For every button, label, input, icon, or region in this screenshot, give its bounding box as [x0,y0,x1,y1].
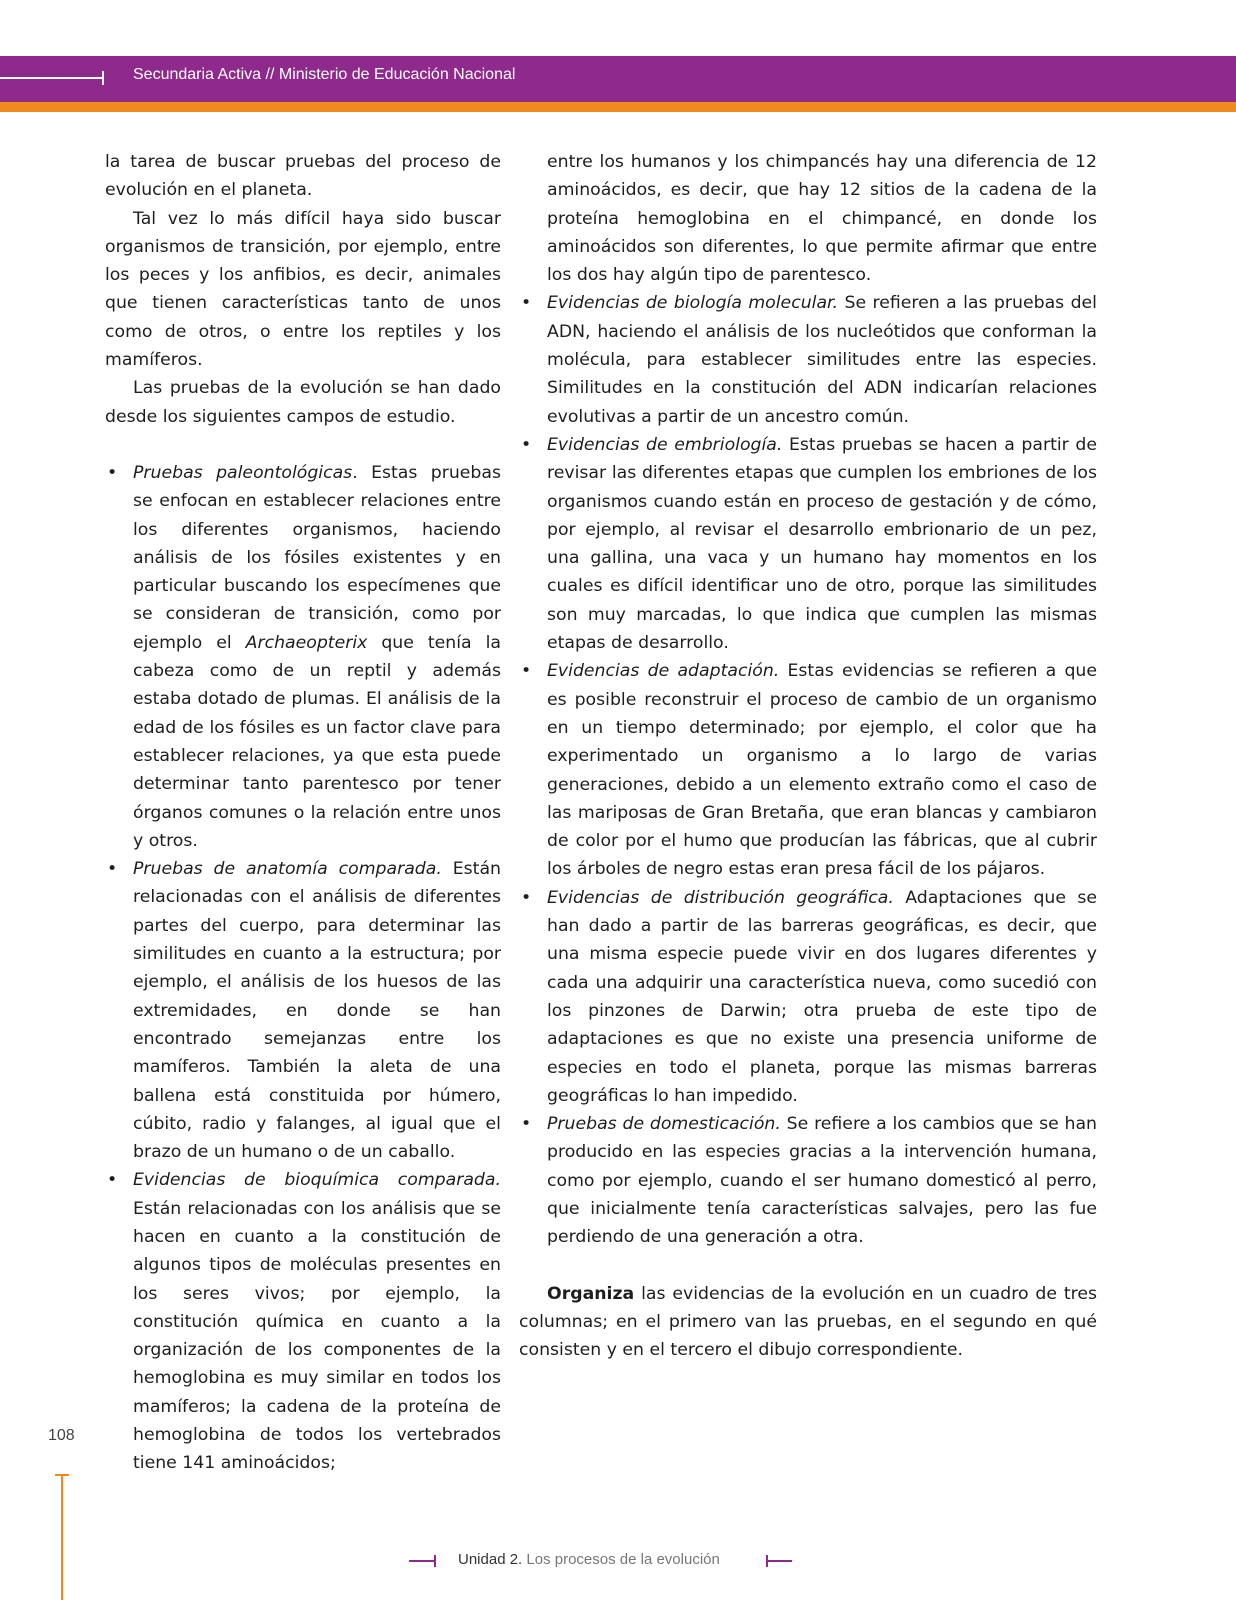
footer-text [458,1551,720,1568]
list-item [519,884,1097,1110]
list-item [519,289,1097,430]
footer-title: Los procesos de la evolución [522,1551,720,1568]
header-title: Secundaria Activa // Ministerio de Educación Nacional [133,66,516,83]
task-text: las evidencias de la evolución en un cuadro de tres columnas; en el primero van las pruebas, en el segundo en qué consisten y en el tercero el dibujo correspondiente. [519,1283,1097,1361]
footer-decorative-tick [766,1555,768,1567]
list-item-term: Pruebas de domesticación. [547,1114,781,1135]
list-item-text: Están relacionadas con el análisis de diferentes partes del cuerpo, para determinar las similitudes en cuanto a la estructura; por ejemplo, el análisis de los huesos de las extremidades, en donde se han encontrado semejanzas entre los mamíferos. También la aleta de una ballena está constituida por húmero, cúbito, radio y falanges, al igual que el brazo de un humano o de un caballo. [133,859,502,1163]
task-verb: Organiza [547,1283,635,1304]
list-item-text: Están relacionadas con los análisis que se hacen en cuanto a la constitución de algunos tipos de moléculas presentes en los seres vivos; por ejemplo, la constitución química en cuanto a la organización de los componentes de la hemoglobina es muy similar en todos los mamíferos; la cadena de la proteína de hemoglobina de todos los vertebrados tiene 141 aminoácidos; [133,1198,501,1474]
list-item-term: Pruebas paleontológicas [133,462,353,483]
list-item-text: . Estas pruebas se enfocan en establecer relaciones entre los diferentes organismos, haciendo análisis de los fósiles existentes y en particular buscando los especímenes que se consideran de transición, como por ejemplo el [133,462,501,653]
header-decorative-tick [102,71,104,85]
margin-line [61,1474,63,1600]
right-column [519,148,1097,1364]
list-item-text: Estas evidencias se refieren a que es posible reconstruir el proceso de cambio de un organismo en un tiempo determinado; por ejemplo, el color que ha experimentado un organismo a lo largo de varias generaciones, debido a un elemento extraño como el caso de las mariposas de Gran Bretaña, que eran blancas y cambiaron de color por el humo que producían las fábricas, que al cubrir los árboles de negro estas eran presa fácil de los pájaros. [547,661,1097,880]
list-item-text: Se refieren a las pruebas del ADN, haciendo el análisis de los nucleótidos que conforman la molécula, para establecer similitudes entre las especies. Similitudes en la constitución del ADN indicarían relaciones evolutivas a partir de un ancestro común. [547,293,1097,427]
list-item-term: Evidencias de embriología. [547,434,783,455]
list-item [105,855,501,1166]
list-item-term: Evidencias de biología molecular. [547,293,839,314]
species-name: Archaeopterix [245,632,368,653]
footer [0,1551,1236,1571]
paragraph: Las pruebas de la evolución se han dado desde los siguientes campos de estudio. [105,378,501,427]
list-item-text: Se refiere a los cambios que se han producido en las especies gracias a la intervención humana, como por ejemplo, cuando el ser humano domesticó al perro, que inicialmente tenía características salvajes, pero las fue perdiendo de una generación a otra. [547,1114,1097,1248]
list-item [519,1110,1097,1251]
list-item-term: Evidencias de distribución geográfica. [547,887,894,908]
list-item-term: Evidencias de adaptación. [547,661,780,682]
evidence-list [519,289,1097,1251]
list-item [519,431,1097,657]
list-item-text: que tenía la cabeza como de un reptil y además estaba dotado de plumas. El análisis de la edad de los fósiles es un factor clave para establecer relaciones, ya que esta puede determinar tanto parentesco por tener órganos comunes o la relación entre unos y otros. [133,632,501,851]
list-item-term: Evidencias de bioquímica comparada. [133,1170,501,1191]
list-item-text: Adaptaciones que se han dado a partir de las barreras geográficas, es decir, que una misma especie puede vivir en dos lugares diferentes y cada una adquirir una característica nueva, como sucedió con los pinzones de Darwin; otra prueba de este tipo de adaptaciones es que no existe una presencia uniforme de especies en todo el planeta, porque las mismas barreras geográficas lo han impedido. [547,887,1097,1106]
footer-decorative-line [409,1560,435,1562]
header-decorative-line [0,77,104,79]
list-item [519,657,1097,883]
footer-decorative-line [766,1560,792,1562]
left-column [105,148,501,1478]
page-number: 108 [48,1427,75,1444]
task-instruction [519,1280,1097,1365]
evidence-list [105,459,501,1478]
list-item [105,459,501,855]
list-item-term: Pruebas de anatomía comparada. [133,859,442,880]
footer-decorative-tick [434,1555,436,1567]
header-orange-stripe [0,102,1236,112]
list-item [105,1166,501,1477]
paragraph: la tarea de buscar pruebas del proceso de evolución en el planeta. [105,152,501,201]
footer-unit: Unidad 2. [458,1551,523,1568]
list-item-text: Estas pruebas se hacen a partir de revisar las diferentes etapas que cumplen los embriones de los organismos cuando están en proceso de gestación y de cómo, por ejemplo, al revisar el desarrollo embrionario de un pez, una gallina, una vaca y un humano hay momentos en los cuales es difícil identificar uno de otro, porque las similitudes son muy marcadas, lo que indica que cumplen las mismas etapas de desarrollo. [547,434,1097,654]
paragraph: entre los humanos y los chimpancés hay una diferencia de 12 aminoácidos, es decir, que hay 12 sitios de la cadena de la proteína hemoglobina en el chimpancé, en donde los aminoácidos son diferentes, lo que permite afirmar que entre los dos hay algún tipo de parentesco. [547,152,1097,286]
margin-tick [55,1474,69,1476]
paragraph: Tal vez lo más difícil haya sido buscar organismos de transición, por ejemplo, entre los peces y los anfibios, es decir, animales que tienen características tanto de unos como de otros, o entre los reptiles y los mamíferos. [105,208,501,371]
